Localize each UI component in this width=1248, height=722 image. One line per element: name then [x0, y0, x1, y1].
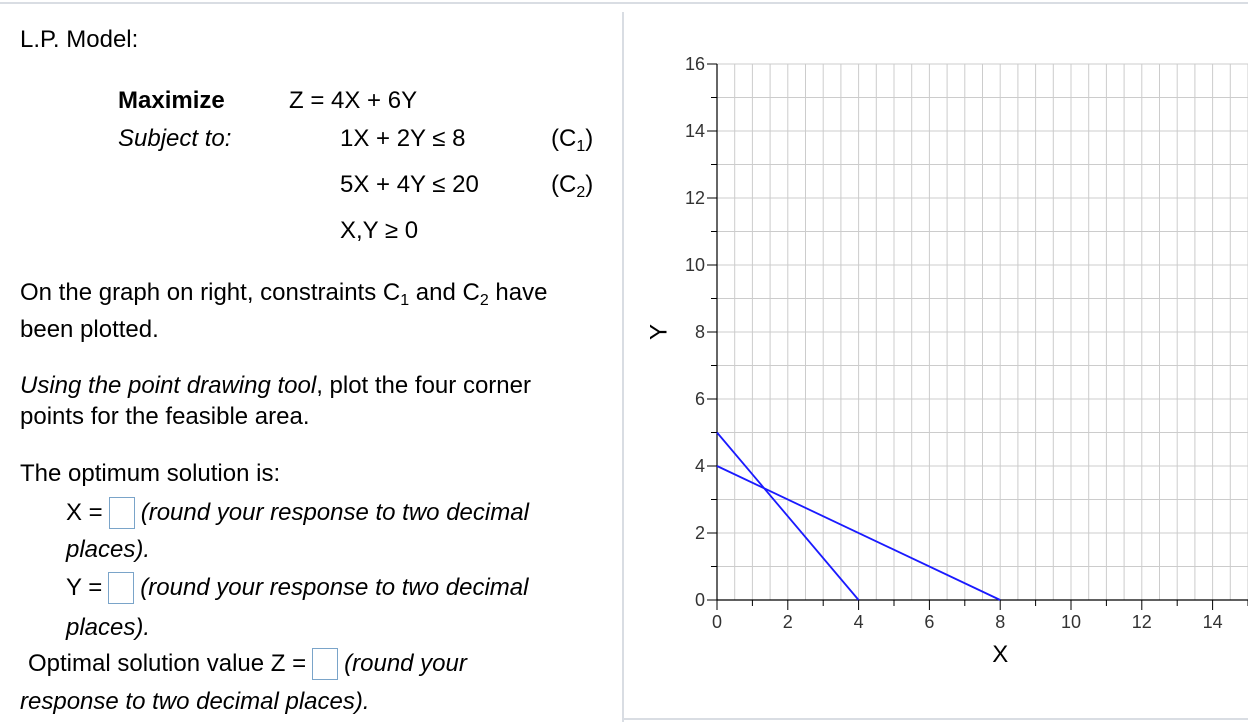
- plotted-note-line2: been plotted.: [20, 316, 159, 343]
- grid: [717, 64, 1248, 600]
- y-tick-label: 2: [694, 523, 705, 543]
- tool-instruction-line2: points for the feasible area.: [20, 403, 310, 430]
- tool-instruction-line1: Using the point drawing tool, plot the four corner: [20, 372, 531, 399]
- y-tick-label: 8: [694, 322, 705, 342]
- constraint-c1-label: $(C_1)$: [551, 125, 594, 155]
- constraint-c1-expr: 1X + 2Y ≤ 8: [340, 125, 466, 152]
- x-tick-label: 8: [995, 612, 1006, 632]
- constraint-c2-expr: 5X + 4Y ≤ 20: [340, 171, 479, 198]
- z-answer-row: [28, 648, 467, 680]
- plotted-note-line1: On the graph on right, constraints $C_1$ and $C_2$ have: [20, 279, 548, 309]
- subject-to-label: Subject to:: [118, 125, 232, 152]
- constraint-c2-label: $(C_2)$: [551, 171, 594, 201]
- x-answer-input[interactable]: [109, 497, 135, 529]
- x-tick-label: 14: [1202, 612, 1223, 632]
- axes: [685, 54, 1248, 632]
- x-round-hint: (round your response to two decimal: [140, 499, 529, 526]
- y-round-hint-cont: places).: [66, 614, 151, 641]
- y-tick-label: 4: [694, 456, 705, 476]
- z-answer-input[interactable]: [312, 648, 338, 680]
- y-tick-label: 16: [684, 54, 705, 74]
- objective-function: Z = 4X + 6Y: [289, 87, 418, 114]
- model-title: L.P. Model:: [20, 26, 139, 53]
- z-answer-label: Optimal solution value Z =: [28, 650, 307, 677]
- objective-keyword: Maximize: [118, 87, 225, 114]
- x-tick-label: 4: [853, 612, 864, 632]
- x-tick-label: 0: [711, 612, 723, 632]
- x-tick-label: 6: [924, 612, 935, 632]
- z-round-hint: (round your: [344, 650, 467, 677]
- lp-graph[interactable]: [624, 12, 1248, 722]
- y-round-hint: (round your response to two decimal: [140, 574, 529, 601]
- x-tick-label: 10: [1060, 612, 1082, 632]
- y-answer-row: [66, 572, 528, 604]
- y-tick-label: 12: [684, 188, 705, 208]
- problem-panel: [0, 0, 622, 722]
- y-answer-label: Y =: [66, 574, 103, 601]
- y-tick-label: 6: [694, 389, 705, 409]
- x-tick-label: 2: [782, 612, 793, 632]
- y-tick-label: 0: [694, 590, 705, 610]
- optimum-heading: The optimum solution is:: [20, 460, 281, 487]
- y-axis-label: Y: [645, 323, 673, 341]
- nonnegativity-constraint: X,Y ≥ 0: [340, 217, 419, 244]
- x-tick-label: 12: [1131, 612, 1152, 632]
- x-round-hint-cont: places).: [66, 536, 151, 563]
- x-axis-label: X: [992, 641, 1009, 668]
- y-answer-input[interactable]: [108, 572, 134, 604]
- x-answer-row: [66, 497, 529, 529]
- y-tick-label: 10: [684, 255, 705, 275]
- z-round-hint-cont: response to two decimal places).: [20, 688, 370, 715]
- y-tick-label: 14: [684, 121, 705, 141]
- x-answer-label: X =: [66, 499, 103, 526]
